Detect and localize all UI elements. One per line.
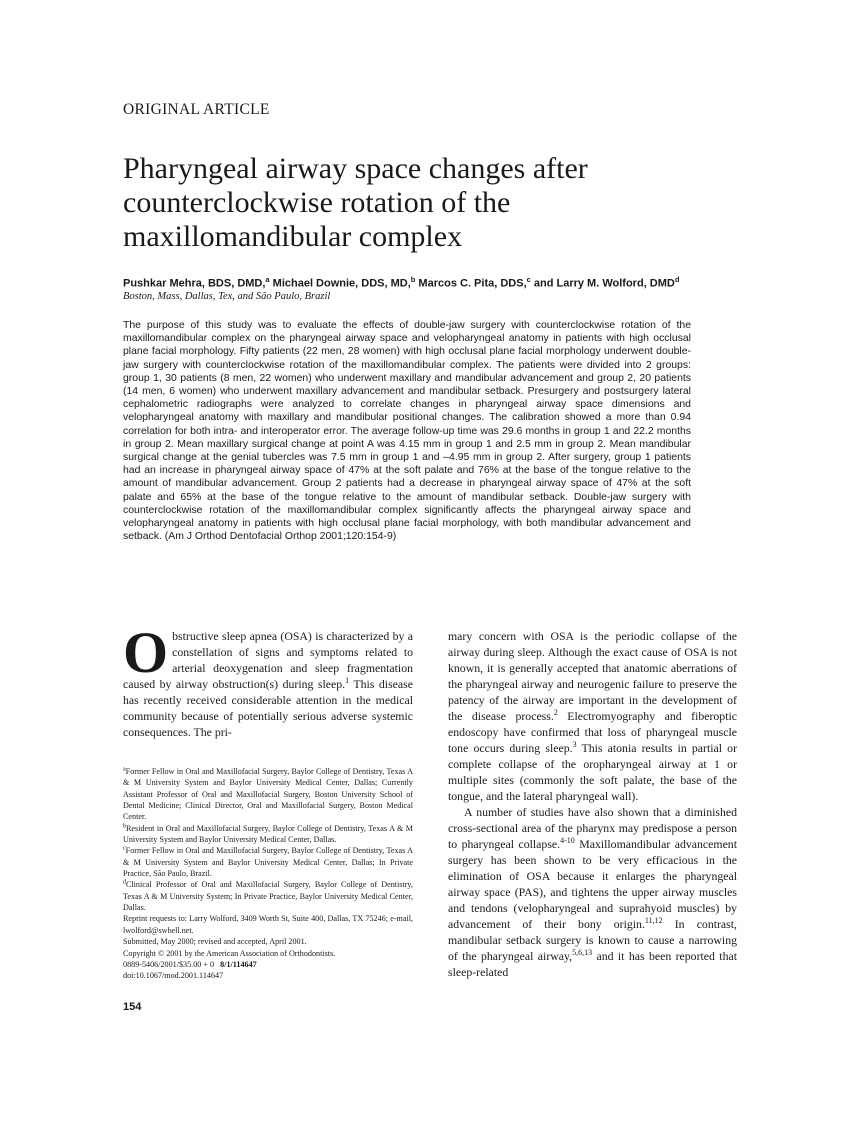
body-column-right — [448, 628, 737, 980]
footnote-d: $^d$Clinical Professor of Oral and Maxillofacial Surgery, Baylor College of Dentistry, Texas A & M University System; In Private Practice, Baylor University Medical Center, Dallas. — [123, 879, 413, 913]
author-list — [123, 275, 679, 290]
citation-ref: 5,6,13 — [572, 948, 593, 958]
drop-cap: O — [123, 620, 169, 685]
body-column-left — [123, 620, 413, 740]
author-name: and Larry M. Wolford, DMD — [530, 277, 675, 290]
title-line: counterclockwise rotation of the — [123, 186, 511, 219]
title-line: Pharyngeal airway space changes after — [123, 152, 588, 185]
author-name: Pushkar Mehra, BDS, DMD, — [123, 277, 266, 290]
author-name: Michael Downie, DDS, MD, — [269, 277, 411, 290]
footnote-c: $^c$Former Fellow in Oral and Maxillofacial Surgery, Baylor College of Dentistry, Texas A & M University System and Baylor University Medical Center, Dallas; In Private Practice, São Paulo, Brazil. — [123, 845, 413, 879]
footnote-b: $^b$Resident in Oral and Maxillofacial Surgery, Baylor College of Dentistry, Texas A & M University System and Baylor University Medical Center, Dallas. — [123, 823, 413, 845]
reprint-requests: Reprint requests to: Larry Wolford, 3409 Worth St, Suite 400, Dallas, TX 75246; e-mail, lwolford@swbell.net. — [123, 914, 413, 935]
doi: doi:10.1067/mod.2001.114647 — [123, 971, 224, 981]
affiliation-marker: d — [674, 275, 680, 284]
abstract: The purpose of this study was to evaluate the effects of double-jaw surgery with counterclockwise rotation of the maxillomandibular complex on the pharyngeal airway space and velopharyngeal anatomy in patients with high occlusal plane facial morphology. Fifty patients (22 men, 28 women) with high occlusal plane facial morphology underwent double-jaw surgery with counterclockwise rotation of the maxillomandibular complex. The patients were divided into 2 groups: group 1, 30 patients (8 men, 22 women) who underwent maxillary and mandibular advancement and group 2, 20 patients (14 men, 6 women) who underwent maxillary advancement and mandibular setback. Presurgery and postsurgery lateral cephalometric radiographs were analyzed to correlate changes in pharyngeal airway space dimensions and velopharyngeal anatomy with maxillary and mandibular positional changes. The calibration showed a more than 0.94 correlation for both intra- and interoperator error. The average follow-up time was 29.6 months in group 1 and 22.2 months in group 2. Mean maxillary surgical change at point A was 4.15 mm in group 1 and 2.5 mm in group 2. Mean mandibular surgical change at the genial tubercles was 7.5 mm in group 1 and –4.95 mm in group 2. After surgery, group 1 patients had an increase in pharyngeal airway space of 47% at the soft palate and 76% at the base of the tongue relative to the amount of mandibular advancement. Group 2 patients had a decrease in pharyngeal airway space of 47% at the soft palate and 65% at the base of the tongue relative to the amount of mandibular setback. Double-jaw surgery with counterclockwise rotation of the maxillomandibular complex significantly affects the pharyngeal airway space and velopharyngeal anatomy in patients with high occlusal plane facial morphology, with both mandibular advancement and setback. (Am J Orthod Dentofacial Orthop 2001;120:154-9) — [123, 320, 691, 543]
title-line: maxillomandibular complex — [123, 220, 463, 253]
affiliation-marker: c — [526, 275, 531, 284]
body-paragraph: mary concern with OSA is the periodic collapse of the airway during sleep. Although the exact cause of OSA is not known, it is generally accepted that anatomic aberrations of the pharyngeal airway and neurogenic failure to preserve the patency of the airway are important in the development of the disease process.$^2$ Electromyography and fiberoptic endoscopy have confirmed that loss of pharyngeal muscle tone occurs during sleep.$^3$ This atonia results in partial or complete collapse of the oropharyngeal airway at 1 or multiple sites (commonly the soft palate, the base of the tongue, and the lateral pharyngeal wall). — [448, 629, 738, 803]
citation-ref: 11,12 — [644, 916, 663, 926]
citation-ref: 4-10 — [560, 836, 575, 846]
copyright-notice: Copyright © 2001 by the American Association of Orthodontists. — [123, 948, 336, 958]
submission-dates: Submitted, May 2000; revised and accepted, April 2001. — [123, 937, 307, 947]
section-label: ORIGINAL ARTICLE — [123, 101, 270, 118]
footnote-a: $^a$Former Fellow in Oral and Maxillofacial Surgery, Baylor College of Dentistry, Texas A & M University System and Baylor University Medical Center, Dallas; Currently Assistant Professor of Oral and Maxillofacial Surgery, Boston University School of Dental Medicine; Clinical Director, Oral and Maxillofacial Surgery, Boston Medical Center. — [123, 766, 413, 822]
footnotes — [123, 766, 413, 982]
article-code: 0889-5406/2001/$35.00 + 0 8/1/114647 — [123, 959, 257, 969]
citation-ref: 1 — [345, 676, 350, 686]
affiliation-marker: b — [410, 275, 416, 284]
body-paragraph: Obstructive sleep apnea (OSA) is characterized by a constellation of signs and symptoms related to arterial deoxygenation and sleep fragmentation caused by airway obstruction(s) during sleep.$^1$ This disease has recently received considerable attention in the medical community because of potentially serious adverse systemic consequences. The pri- — [123, 620, 413, 739]
affiliation-marker: a — [265, 275, 270, 284]
citation-ref: 3 — [572, 740, 577, 750]
page-number: 154 — [123, 1001, 142, 1013]
article-title — [123, 152, 743, 254]
citation-ref: 2 — [553, 708, 558, 718]
body-paragraph: A number of studies have also shown that a diminished cross-sectional area of the pharynx may predispose a person to pharyngeal collapse.$^{4-10}$ Maxillomandibular advancement surgery has been shown to be very efficacious in the elimination of OSA because it enlarges the pharyngeal airway space (PAS), and tightens the upper airway muscles and tendons (velopharyngeal and suprahyoid muscles) by advancement of their bony origin.$^{11,12}$ In contrast, mandibular setback surgery is known to cause a narrowing of the pharyngeal airway,$^{5,6,13}$ and it has been reported that sleep-related — [448, 805, 737, 979]
author-locations: Boston, Mass, Dallas, Tex, and São Paulo, Brazil — [123, 291, 331, 302]
author-name: Marcos C. Pita, DDS, — [415, 277, 527, 290]
